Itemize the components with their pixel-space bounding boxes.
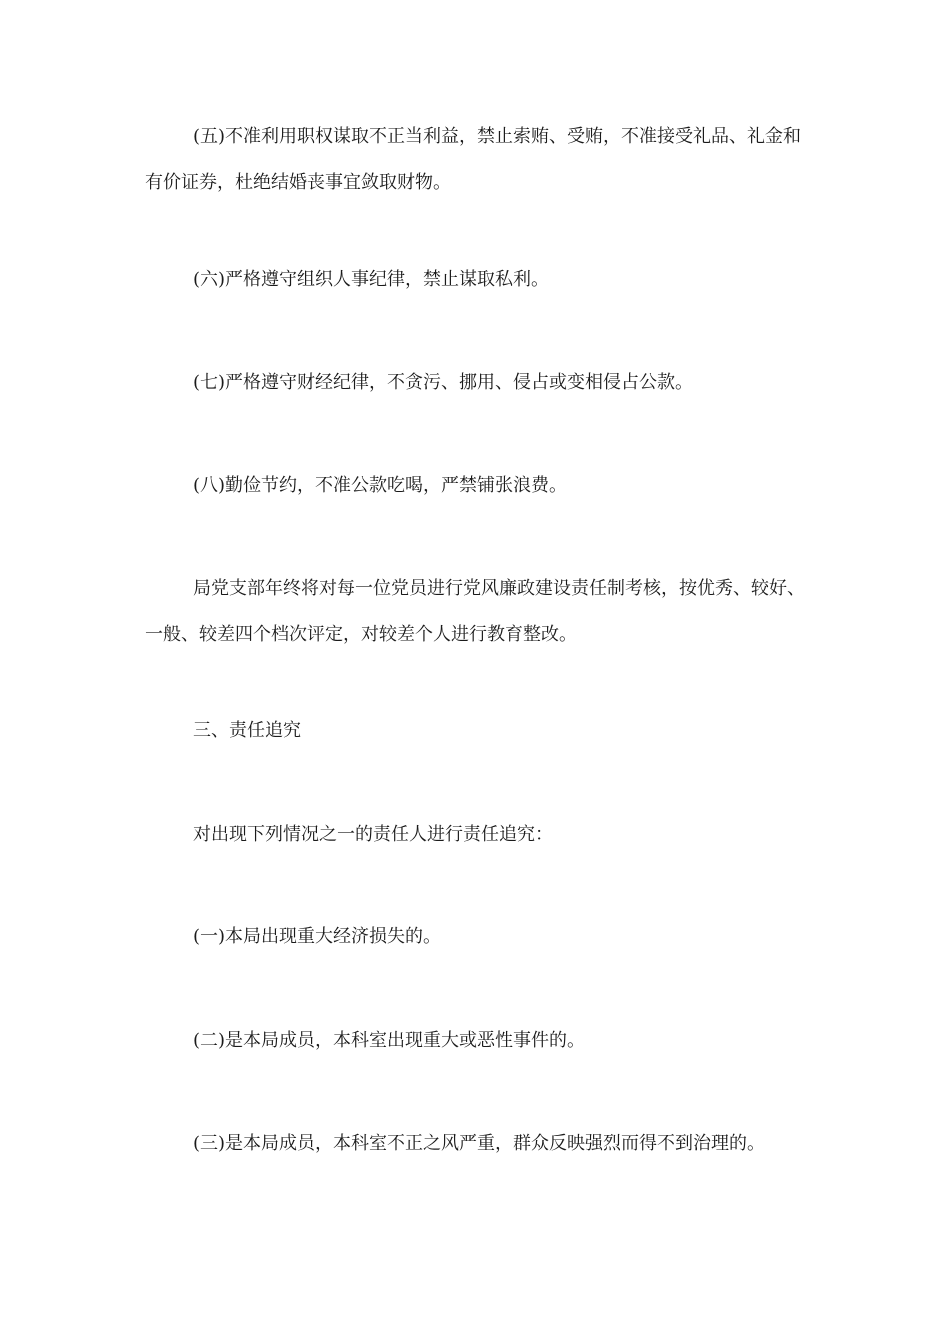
paragraph-item-8: (八)勤俭节约，不准公款吃喝，严禁铺张浪费。 <box>193 475 568 496</box>
section-heading-accountability: 三、责任追究 <box>193 720 301 741</box>
paragraph-item-5: (五)不准利用职权谋取不正当利益，禁止索贿、受贿，不准接受礼品、礼金和有价证券，杜绝结婚丧事宜敛取财物。 <box>145 126 802 193</box>
paragraph-accountability-intro: 对出现下列情况之一的责任人进行责任追究： <box>193 824 553 845</box>
paragraph-case-2: (二)是本局成员，本科室出现重大或恶性事件的。 <box>193 1030 586 1051</box>
paragraph-item-7: (七)严格遵守财经纪律，不贪污、挪用、侵占或变相侵占公款。 <box>193 372 694 393</box>
paragraph-case-3: (三)是本局成员，本科室不正之风严重，群众反映强烈而得不到治理的。 <box>193 1133 766 1154</box>
paragraph-item-6: (六)严格遵守组织人事纪律，禁止谋取私利。 <box>193 269 550 290</box>
paragraph-case-1: (一)本局出现重大经济损失的。 <box>193 926 442 947</box>
paragraph-assessment: 局党支部年终将对每一位党员进行党风廉政建设责任制考核，按优秀、较好、一般、较差四个档次评定，对较差个人进行教育整改。 <box>145 578 805 645</box>
